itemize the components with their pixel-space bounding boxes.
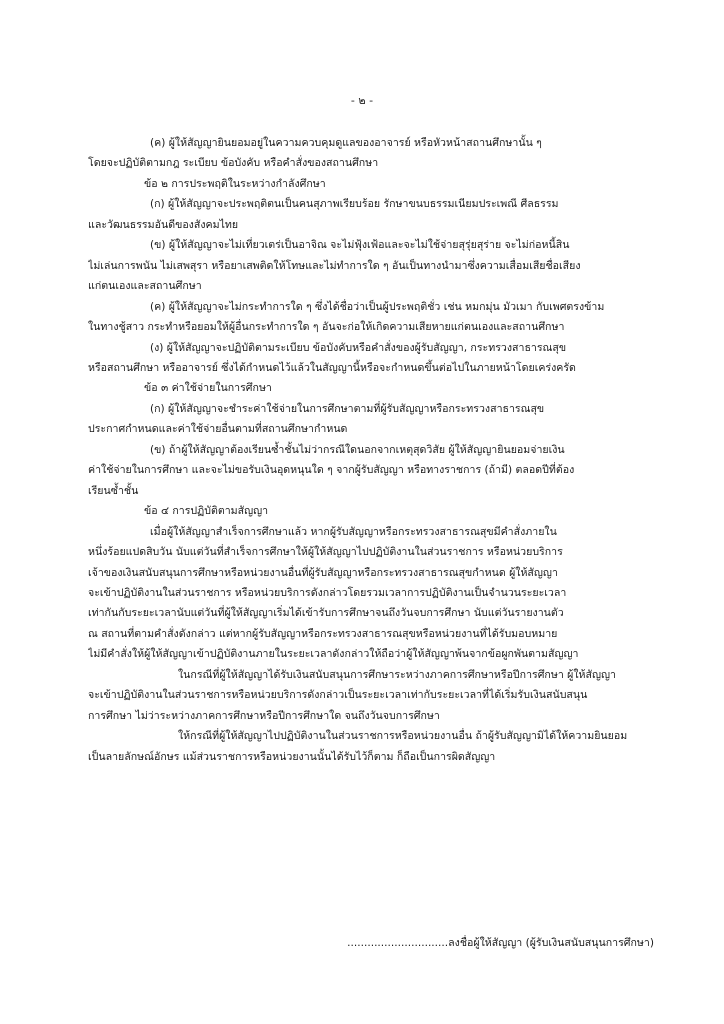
clause-line: หรือสถานศึกษา หรืออาจารย์ ซึ่งได้กำหนดไว้แล้วในสัญญานี้หรือจะกำหนดขึ้นต่อไปในภายหน้าโดยเคร่งครัด [88, 361, 576, 374]
clause-line: การศึกษา ไม่ว่าระหว่างภาคการศึกษาหรือปีการศึกษาใด จนถึงวันจบการศึกษา [88, 709, 440, 722]
signature-label: ลงชื่อผู้ให้สัญญา (ผู้รับเงินสนับสนุนการศึกษา) [448, 937, 654, 949]
clause-line: ในกรณีที่ผู้ให้สัญญาได้รับเงินสนับสนุนการศึกษาระหว่างภาคการศึกษาหรือปีการศึกษา ผู้ให้สัญญา [178, 668, 616, 681]
clause-line: ไม่เล่นการพนัน ไม่เสพสุรา หรือยาเสพติดให้โทษและไม่ทำการใด ๆ อันเป็นทางนำมาซึ่งความเสื่อมเสียชื่อเสียง [88, 259, 581, 272]
page-number: - ๒ - [350, 94, 374, 107]
clause-line: เท่ากันกับระยะเวลานับแต่วันที่ผู้ให้สัญญาเริ่มได้เข้ารับการศึกษาจนถึงวันจบการศึกษา นับแต่วันรายงานตัว [88, 607, 564, 620]
clause-line: (ก) ผู้ให้สัญญาจะชำระค่าใช้จ่ายในการศึกษาตามที่ผู้รับสัญญาหรือกระทรวงสาธารณสุข [150, 402, 545, 415]
clause-line: โดยจะปฏิบัติตามกฎ ระเบียบ ข้อบังคับ หรือคำสั่งของสถานศึกษา [88, 157, 379, 170]
clause-line: ให้กรณีที่ผู้ให้สัญญาไปปฏิบัติงานในส่วนราชการหรือหน่วยงานอื่น ถ้าผู้รับสัญญามิได้ให้ความยินยอม [178, 730, 628, 743]
contract-body [88, 133, 650, 767]
clause-line: เจ้าของเงินสนับสนุนการศึกษาหรือหน่วยงานอื่นที่ผู้รับสัญญาหรือกระทรวงสาธารณสุขกำหนด ผู้ให้สัญญา [88, 566, 558, 579]
clause-line: ไม่มีคำสั่งให้ผู้ให้สัญญาเข้าปฏิบัติงานภายในระยะเวลาดังกล่าวให้ถือว่าผู้ให้สัญญาพ้นจากข้อผูกพันตามสัญญา [88, 648, 579, 661]
clause-line: จะเข้าปฏิบัติงานในส่วนราชการหรือหน่วยบริการดังกล่าวเป็นระยะเวลาเท่ากับระยะเวลาที่ได้เริ่มรับเงินสนับสนุน [88, 689, 588, 702]
signature-dots: .............................. [347, 937, 449, 949]
clause-line: หนึ่งร้อยแปดสิบวัน นับแต่วันที่สำเร็จการศึกษาให้ผู้ให้สัญญาไปปฏิบัติงานในส่วนราชการ หรือหน่วยบริการ [88, 546, 563, 559]
clause-line: (ก) ผู้ให้สัญญาจะประพฤติตนเป็นคนสุภาพเรียบร้อย รักษาขนบธรรมเนียมประเพณี ศีลธรรม [150, 198, 559, 211]
clause-line: จะเข้าปฏิบัติงานในส่วนราชการ หรือหน่วยบริการดังกล่าวโดยรวมเวลาการปฏิบัติงานเป็นจำนวนระยะเวลา [88, 586, 567, 599]
clause-line: เรียนซ้ำชั้น [88, 484, 139, 497]
clause-line: เมื่อผู้ให้สัญญาสำเร็จการศึกษาแล้ว หากผู้รับสัญญาหรือกระทรวงสาธารณสุขมีคำสั่งภายใน [150, 525, 557, 538]
clause-line: เป็นลายลักษณ์อักษร แม้ส่วนราชการหรือหน่วยงานนั้นได้รับไว้ก็ตาม ก็ถือเป็นการผิดสัญญา [88, 750, 496, 763]
clause-line: ณ สถานที่ตามคำสั่งดังกล่าว แต่หากผู้รับสัญญาหรือกระทรวงสาธารณสุขหรือหน่วยงานที่ได้รับมอบหมาย [88, 627, 558, 640]
clause-line: แก่ตนเองและสถานศึกษา [88, 280, 202, 293]
clause-line: (ค) ผู้ให้สัญญาจะไม่กระทำการใด ๆ ซึ่งได้ชื่อว่าเป็นผู้ประพฤติชั่ว เช่น หมกมุ่น มัวเมา กับเพศตรงข้าม [150, 300, 605, 313]
clause-line: และวัฒนธรรมอันดีของสังคมไทย [88, 218, 239, 231]
clause-line: (ง) ผู้ให้สัญญาจะปฏิบัติตามระเบียบ ข้อบังคับหรือคำสั่งของผู้รับสัญญา, กระทรวงสาธารณสุข [150, 341, 567, 354]
clause-line: (ข) ผู้ให้สัญญาจะไม่เที่ยวเตร่เป็นอาจิณ จะไม่ฟุ้งเฟ้อและจะไม่ใช้จ่ายสุรุ่ยสุร่าย จะไม่ก่อหนี้สิน [150, 239, 570, 252]
clause-line: (ค) ผู้ให้สัญญายินยอมอยู่ในความควบคุมดูแลของอาจารย์ หรือหัวหน้าสถานศึกษานั้น ๆ [150, 137, 542, 149]
section-heading-4: ข้อ ๔ การปฏิบัติตามสัญญา [144, 505, 269, 518]
clause-line: (ข) ถ้าผู้ให้สัญญาต้องเรียนซ้ำชั้นไม่ว่ากรณีใดนอกจากเหตุสุดวิสัย ผู้ให้สัญญายินยอมจ่ายเงิน [150, 443, 565, 456]
section-heading-2: ข้อ ๒ การประพฤติในระหว่างกำลังศึกษา [144, 177, 326, 190]
clause-line: ค่าใช้จ่ายในการศึกษา และจะไม่ขอรับเงินอุดหนุนใด ๆ จากผู้รับสัญญา หรือทางราชการ (ถ้ามี) ตลอดปีที่ต้อง [88, 464, 575, 477]
clause-line: ประกาศกำหนดและค่าใช้จ่ายอื่นตามที่สถานศึกษากำหนด [88, 423, 348, 436]
signature-line [347, 934, 654, 951]
clause-line: ในทางชู้สาว กระทำหรือยอมให้ผู้อื่นกระทำการใด ๆ อันจะก่อให้เกิดความเสียหายแก่ตนเองและสถานศึกษา [88, 321, 565, 334]
section-heading-3: ข้อ ๓ ค่าใช้จ่ายในการศึกษา [144, 382, 272, 395]
